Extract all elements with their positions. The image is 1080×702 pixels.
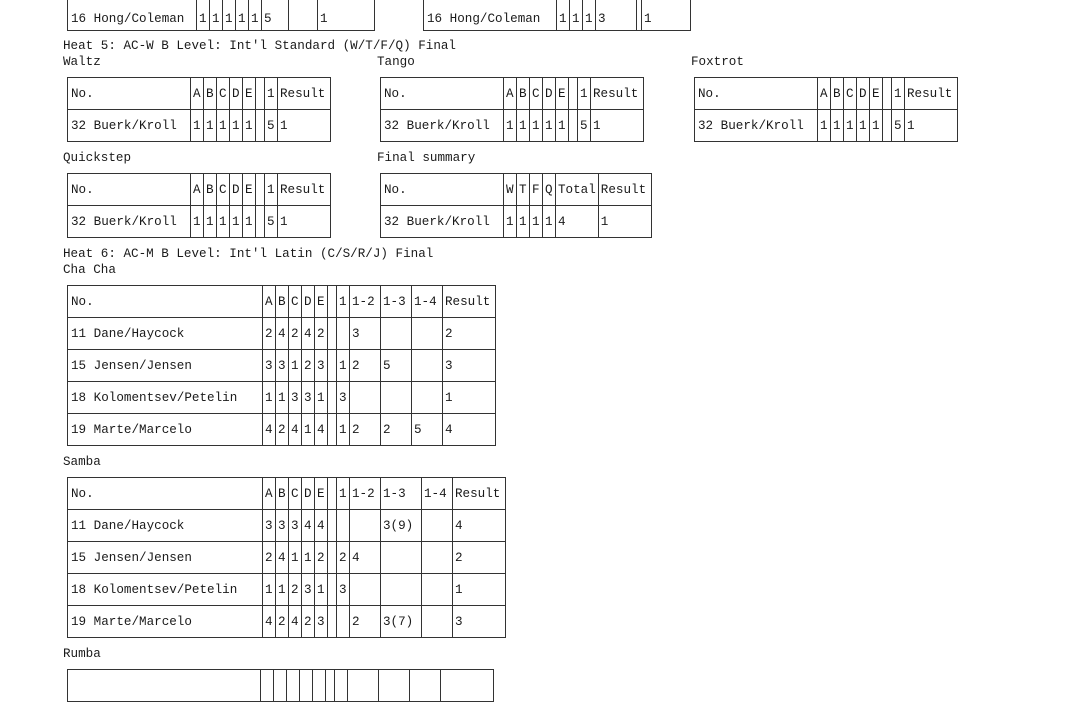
table-cell: 2 [453, 542, 506, 574]
header-cell: A [818, 78, 831, 110]
header-cell: No. [68, 78, 191, 110]
table-cell: 1 [249, 0, 262, 31]
header-cell [379, 670, 410, 702]
table-cell: 1 [204, 206, 217, 238]
header-cell: 1 [578, 78, 591, 110]
table-cell: 1 [197, 0, 210, 31]
table-cell [381, 574, 422, 606]
header-cell: 1-4 [412, 286, 443, 318]
table-cell: 2 [381, 414, 412, 446]
table-cell: 3(7) [381, 606, 422, 638]
header-cell: B [204, 174, 217, 206]
table-cell: 2 [350, 350, 381, 382]
heat6-rumba-table [67, 669, 494, 702]
table-cell [422, 542, 453, 574]
table-cell: 5 [381, 350, 412, 382]
header-cell: A [191, 174, 204, 206]
table-cell [381, 318, 412, 350]
table-cell: 3 [302, 382, 315, 414]
table-cell: 1 [276, 382, 289, 414]
table-cell: 1 [905, 110, 958, 142]
header-row [68, 174, 331, 206]
header-cell: W [504, 174, 517, 206]
table-cell: 1 [583, 0, 596, 31]
header-cell [328, 286, 337, 318]
table-cell: 1 [504, 110, 517, 142]
table-cell: 4 [315, 414, 328, 446]
table-cell [350, 574, 381, 606]
header-cell: A [191, 78, 204, 110]
table-cell: 1 [223, 0, 236, 31]
table-cell [381, 382, 412, 414]
header-cell: Result [278, 78, 331, 110]
table-cell [412, 382, 443, 414]
table-cell: 3 [263, 350, 276, 382]
header-cell [68, 670, 261, 702]
heat5-waltz-table [67, 77, 331, 142]
header-cell: D [543, 78, 556, 110]
table-row [68, 0, 375, 31]
header-cell [335, 670, 348, 702]
header-cell: Result [598, 174, 651, 206]
table-cell: 1 [230, 206, 243, 238]
table-cell: 4 [263, 414, 276, 446]
header-cell: E [243, 78, 256, 110]
header-cell: A [504, 78, 517, 110]
table-cell: 3 [315, 606, 328, 638]
table-cell: 4 [263, 606, 276, 638]
table-cell: 1 [337, 350, 350, 382]
heat6-samba-title: Samba [63, 455, 101, 469]
table-cell [289, 0, 318, 31]
table-cell [328, 542, 337, 574]
header-cell: C [289, 286, 302, 318]
table-cell: 1 [243, 110, 256, 142]
header-cell: No. [381, 78, 504, 110]
header-cell: 1-2 [350, 286, 381, 318]
table-cell [422, 574, 453, 606]
table-cell: 1 [276, 574, 289, 606]
table-cell: 3 [337, 382, 350, 414]
heat5-tango-table [380, 77, 644, 142]
table-cell: 32 Buerk/Kroll [381, 110, 504, 142]
table-cell: 2 [350, 606, 381, 638]
header-cell: 1 [337, 478, 350, 510]
header-cell: T [517, 174, 530, 206]
table-row [695, 110, 958, 142]
table-cell: 2 [350, 414, 381, 446]
header-cell: E [315, 478, 328, 510]
table-cell: 18 Kolomentsev/Petelin [68, 382, 263, 414]
table-cell: 1 [844, 110, 857, 142]
table-cell: 3 [289, 382, 302, 414]
header-cell [883, 78, 892, 110]
table-cell [422, 510, 453, 542]
table-row [68, 414, 496, 446]
header-row [68, 78, 331, 110]
table-cell [422, 606, 453, 638]
header-cell: Result [278, 174, 331, 206]
table-cell: 1 [642, 0, 691, 31]
header-cell: Q [543, 174, 556, 206]
heat5-title: Heat 5: AC-W B Level: Int'l Standard (W/T/F/Q) Final [63, 39, 456, 53]
header-cell [326, 670, 335, 702]
table-cell: 4 [350, 542, 381, 574]
header-cell: B [276, 478, 289, 510]
table-cell: 4 [443, 414, 496, 446]
table-row [68, 206, 331, 238]
table-cell: 1 [443, 382, 496, 414]
table-cell: 3 [263, 510, 276, 542]
table-cell [256, 206, 265, 238]
header-cell: B [204, 78, 217, 110]
table-cell [337, 318, 350, 350]
header-cell: D [230, 174, 243, 206]
table-cell [569, 110, 578, 142]
table-row [68, 542, 506, 574]
table-cell: 3 [453, 606, 506, 638]
header-cell: 1-3 [381, 286, 412, 318]
header-cell: No. [695, 78, 818, 110]
table-row [68, 318, 496, 350]
table-cell: 1 [517, 206, 530, 238]
table-cell: 4 [453, 510, 506, 542]
header-cell: Result [905, 78, 958, 110]
table-cell [328, 318, 337, 350]
table-cell: 4 [315, 510, 328, 542]
table-cell: 11 Dane/Haycock [68, 318, 263, 350]
table-cell: 1 [263, 574, 276, 606]
header-cell [256, 174, 265, 206]
table-cell [328, 510, 337, 542]
heat5-summary-title: Final summary [377, 151, 476, 165]
table-row [381, 110, 644, 142]
table-row [68, 574, 506, 606]
header-cell [287, 670, 300, 702]
table-cell: 19 Marte/Marcelo [68, 606, 263, 638]
table-row [68, 110, 331, 142]
header-cell [328, 478, 337, 510]
table-cell [883, 110, 892, 142]
header-cell: Result [591, 78, 644, 110]
table-cell: 3(9) [381, 510, 422, 542]
heat6-title: Heat 6: AC-M B Level: Int'l Latin (C/S/R/J) Final [63, 247, 434, 261]
header-cell: 1 [265, 78, 278, 110]
table-cell: 11 Dane/Haycock [68, 510, 263, 542]
table-cell: 1 [191, 206, 204, 238]
table-cell: 3 [350, 318, 381, 350]
table-cell: 1 [217, 110, 230, 142]
table-cell [412, 318, 443, 350]
table-cell: 32 Buerk/Kroll [381, 206, 504, 238]
heat5-summary-table [380, 173, 652, 238]
table-cell: 5 [265, 206, 278, 238]
table-cell: 1 [598, 206, 651, 238]
header-cell: Total [556, 174, 599, 206]
header-cell [261, 670, 274, 702]
table-cell: 2 [302, 606, 315, 638]
table-cell: 3 [443, 350, 496, 382]
table-cell: 4 [289, 606, 302, 638]
table-cell: 1 [556, 110, 569, 142]
header-cell: E [556, 78, 569, 110]
table-cell: 1 [453, 574, 506, 606]
table-cell: 4 [276, 318, 289, 350]
table-cell: 2 [337, 542, 350, 574]
table-cell: 1 [302, 542, 315, 574]
table-cell [381, 542, 422, 574]
table-cell: 2 [315, 318, 328, 350]
heat4-prev-table-2 [423, 0, 691, 31]
table-row [68, 350, 496, 382]
table-cell: 3 [302, 574, 315, 606]
table-cell: 15 Jensen/Jensen [68, 350, 263, 382]
table-cell: 1 [857, 110, 870, 142]
table-cell: 4 [302, 510, 315, 542]
table-cell: 5 [892, 110, 905, 142]
header-cell: E [315, 286, 328, 318]
header-cell: C [217, 78, 230, 110]
header-cell: Result [453, 478, 506, 510]
heat4-prev-table-1 [67, 0, 375, 31]
table-cell: 1 [831, 110, 844, 142]
table-cell: 1 [217, 206, 230, 238]
table-cell: 2 [315, 542, 328, 574]
table-cell: 5 [262, 0, 289, 31]
table-cell: 1 [543, 110, 556, 142]
header-cell: D [857, 78, 870, 110]
heat5-quickstep-table [67, 173, 331, 238]
table-cell: 1 [543, 206, 556, 238]
header-cell: 1-4 [422, 478, 453, 510]
table-cell: 15 Jensen/Jensen [68, 542, 263, 574]
heat6-chacha-title: Cha Cha [63, 263, 116, 277]
table-cell: 1 [530, 206, 543, 238]
heat5-quickstep-title: Quickstep [63, 151, 132, 165]
table-cell: 1 [204, 110, 217, 142]
header-cell: B [276, 286, 289, 318]
table-cell: 2 [302, 350, 315, 382]
table-cell: 1 [818, 110, 831, 142]
table-cell: 2 [289, 318, 302, 350]
header-row [68, 286, 496, 318]
table-cell: 4 [556, 206, 599, 238]
table-cell [337, 510, 350, 542]
table-cell: 32 Buerk/Kroll [695, 110, 818, 142]
header-cell [300, 670, 313, 702]
table-cell: 3 [315, 350, 328, 382]
table-cell: 16 Hong/Coleman [424, 0, 557, 31]
header-cell [410, 670, 441, 702]
table-cell: 18 Kolomentsev/Petelin [68, 574, 263, 606]
table-cell: 5 [578, 110, 591, 142]
header-row [381, 174, 652, 206]
table-cell [256, 110, 265, 142]
header-cell: 1 [265, 174, 278, 206]
header-row [68, 478, 506, 510]
table-cell: 1 [517, 110, 530, 142]
table-cell: 3 [276, 350, 289, 382]
table-cell: 1 [570, 0, 583, 31]
table-cell: 1 [210, 0, 223, 31]
header-cell: A [263, 286, 276, 318]
header-cell: Result [443, 286, 496, 318]
heat5-waltz-title: Waltz [63, 55, 101, 69]
table-cell [337, 606, 350, 638]
table-row [68, 510, 506, 542]
table-cell: 1 [315, 382, 328, 414]
table-row [68, 382, 496, 414]
header-cell: C [289, 478, 302, 510]
header-cell: No. [68, 286, 263, 318]
table-cell: 1 [236, 0, 249, 31]
table-cell [328, 606, 337, 638]
header-cell: E [243, 174, 256, 206]
table-cell: 1 [263, 382, 276, 414]
header-cell [348, 670, 379, 702]
table-cell [350, 382, 381, 414]
table-cell [412, 350, 443, 382]
table-cell: 2 [263, 542, 276, 574]
table-cell: 3 [337, 574, 350, 606]
heat6-rumba-title: Rumba [63, 647, 101, 661]
table-cell: 5 [265, 110, 278, 142]
header-cell: F [530, 174, 543, 206]
heat6-samba-table [67, 477, 506, 638]
table-cell: 1 [504, 206, 517, 238]
table-cell: 2 [276, 414, 289, 446]
heat6-chacha-table [67, 285, 496, 446]
table-cell: 3 [596, 0, 637, 31]
table-cell: 2 [276, 606, 289, 638]
table-row [381, 206, 652, 238]
table-cell: 19 Marte/Marcelo [68, 414, 263, 446]
table-cell: 1 [278, 206, 331, 238]
header-cell: C [530, 78, 543, 110]
header-cell: A [263, 478, 276, 510]
table-cell [328, 350, 337, 382]
table-row [68, 606, 506, 638]
table-cell: 32 Buerk/Kroll [68, 110, 191, 142]
table-cell: 1 [337, 414, 350, 446]
table-cell: 2 [263, 318, 276, 350]
header-cell: E [870, 78, 883, 110]
header-cell [313, 670, 326, 702]
header-cell: 1-2 [350, 478, 381, 510]
table-cell: 2 [289, 574, 302, 606]
header-cell: D [302, 286, 315, 318]
header-cell [569, 78, 578, 110]
table-cell: 1 [318, 0, 375, 31]
table-cell [350, 510, 381, 542]
header-cell: 1 [892, 78, 905, 110]
header-cell: D [230, 78, 243, 110]
table-cell: 1 [302, 414, 315, 446]
header-cell [274, 670, 287, 702]
table-cell: 1 [230, 110, 243, 142]
table-cell: 4 [289, 414, 302, 446]
table-cell: 16 Hong/Coleman [68, 0, 197, 31]
table-cell: 5 [412, 414, 443, 446]
table-cell: 2 [443, 318, 496, 350]
header-cell: No. [68, 478, 263, 510]
table-cell: 1 [278, 110, 331, 142]
table-cell [328, 574, 337, 606]
table-cell: 1 [530, 110, 543, 142]
header-row [381, 78, 644, 110]
table-cell: 1 [289, 350, 302, 382]
table-row [424, 0, 691, 31]
header-cell: C [217, 174, 230, 206]
table-cell: 32 Buerk/Kroll [68, 206, 191, 238]
header-cell [256, 78, 265, 110]
header-row [695, 78, 958, 110]
header-row [68, 670, 494, 702]
heat5-tango-title: Tango [377, 55, 415, 69]
heat5-foxtrot-title: Foxtrot [691, 55, 744, 69]
header-cell: B [831, 78, 844, 110]
table-cell: 3 [289, 510, 302, 542]
header-cell: C [844, 78, 857, 110]
table-cell: 1 [557, 0, 570, 31]
table-cell: 4 [276, 542, 289, 574]
header-cell: 1 [337, 286, 350, 318]
heat5-foxtrot-table [694, 77, 958, 142]
table-cell: 3 [276, 510, 289, 542]
header-cell: No. [68, 174, 191, 206]
header-cell: D [302, 478, 315, 510]
table-cell [328, 382, 337, 414]
table-cell: 1 [191, 110, 204, 142]
header-cell: B [517, 78, 530, 110]
table-cell: 1 [289, 542, 302, 574]
table-cell: 1 [591, 110, 644, 142]
table-cell: 4 [302, 318, 315, 350]
header-cell: 1-3 [381, 478, 422, 510]
header-cell [441, 670, 494, 702]
table-cell: 1 [870, 110, 883, 142]
table-cell: 1 [315, 574, 328, 606]
header-cell: No. [381, 174, 504, 206]
table-cell [328, 414, 337, 446]
table-cell: 1 [243, 206, 256, 238]
